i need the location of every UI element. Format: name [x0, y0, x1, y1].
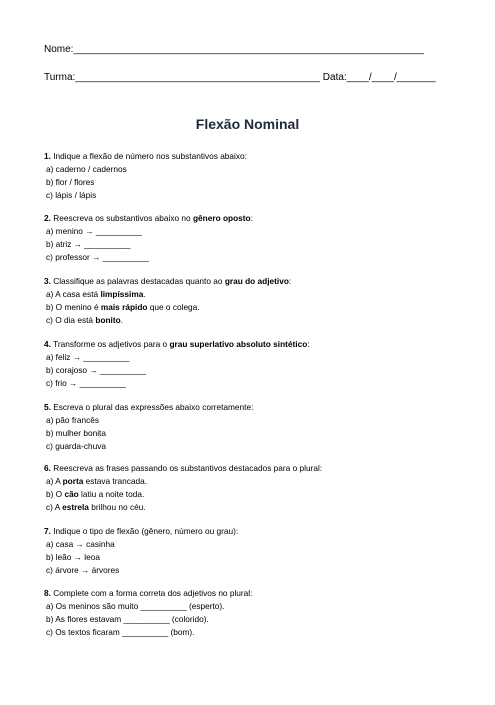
question-7-stem	[44, 525, 464, 538]
question-6	[44, 462, 464, 514]
question-3-item-b-end: que o colega.	[147, 301, 200, 312]
question-4	[44, 338, 464, 390]
question-1-item-a: a) caderno / cadernos	[46, 163, 127, 174]
question-8	[44, 587, 464, 639]
question-7-number: 7.	[44, 526, 51, 536]
question-8-item-b: b) As flores estavam __________ (colorido).	[46, 613, 209, 624]
question-5-stem	[44, 401, 464, 414]
question-3-number: 3.	[44, 276, 51, 286]
class-date-line: Turma:____________________________________________ Data:____/____/_______	[44, 72, 436, 83]
question-5-item-a: a) pão francês	[46, 414, 100, 425]
question-6-stem	[44, 462, 464, 475]
question-1-item-b: b) flor / flores	[46, 176, 95, 187]
question-8-number: 8.	[44, 588, 51, 598]
question-3-emphasis: grau do adjetivo	[224, 276, 289, 286]
name-line: Nome:_______________________________________________________________	[44, 44, 424, 55]
question-6-item-b-highlight: cão	[64, 488, 79, 499]
question-3-text: Classifique as palavras destacadas quanto ao	[50, 276, 225, 286]
question-7-item-c: c) árvore → árvores	[46, 564, 120, 575]
question-3	[44, 275, 464, 327]
question-2-item-c: c) professor → __________	[46, 251, 149, 262]
question-7	[44, 525, 464, 577]
question-6-item-a	[44, 475, 464, 488]
question-5-item-b: b) mulher bonita	[46, 427, 106, 438]
question-3-item-b	[44, 301, 464, 314]
question-1-text: Indique a flexão de número nos substantivos abaixo:	[50, 151, 247, 161]
question-2-text: Reescreva os substantivos abaixo no	[50, 213, 193, 223]
question-5	[44, 401, 464, 453]
question-4-item-a: a) feliz → __________	[46, 351, 130, 362]
question-3-item-a	[44, 288, 464, 301]
question-3-item-a-highlight: limpíssima	[100, 288, 144, 299]
question-2	[44, 212, 464, 264]
question-1-number: 1.	[44, 151, 51, 161]
question-3-item-b-text: b) O menino é	[46, 301, 101, 312]
question-3-item-b-highlight: mais rápido	[100, 301, 148, 312]
question-5-item-c: c) guarda-chuva	[46, 440, 106, 451]
question-6-item-c-text: c) A	[46, 501, 63, 512]
question-2-colon: :	[250, 213, 253, 223]
question-8-item-c: c) Os textos ficaram __________ (bom).	[46, 626, 195, 637]
question-6-item-a-text: a) A	[46, 475, 63, 486]
question-6-item-b	[44, 488, 464, 501]
question-5-text: Escreva o plural das expressões abaixo corretamente:	[50, 402, 254, 412]
question-6-item-c-end: brilhou no céu.	[88, 501, 146, 512]
question-7-item-b: b) leão → leoa	[46, 551, 100, 562]
question-3-item-a-end: .	[143, 288, 146, 299]
question-5-number: 5.	[44, 402, 51, 412]
question-3-item-c-text: c) O dia está	[46, 314, 96, 325]
question-6-item-c	[44, 501, 464, 514]
question-8-stem	[44, 587, 464, 600]
question-6-item-a-highlight: porta	[62, 475, 84, 486]
question-3-item-c	[44, 314, 464, 327]
question-6-item-b-text: b) O	[46, 488, 65, 499]
question-6-number: 6.	[44, 463, 51, 473]
question-2-item-b: b) atriz → __________	[46, 238, 131, 249]
question-7-item-a: a) casa → casinha	[46, 538, 115, 549]
question-8-item-a: a) Os meninos são muito __________ (esperto).	[46, 600, 225, 611]
question-2-stem	[44, 212, 464, 225]
question-2-item-a: a) menino → __________	[46, 225, 142, 236]
question-4-item-b: b) corajoso → __________	[46, 364, 147, 375]
question-3-stem	[44, 275, 464, 288]
question-1-item-c: c) lápis / lápis	[46, 189, 97, 200]
question-4-text: Transforme os adjetivos para o	[50, 339, 170, 349]
question-7-text: Indique o tipo de flexão (gênero, número ou grau):	[50, 526, 239, 536]
question-1-stem	[44, 150, 464, 163]
question-4-item-c: c) frio → __________	[46, 377, 126, 388]
question-6-item-b-end: latiu a noite toda.	[78, 488, 145, 499]
question-4-number: 4.	[44, 339, 51, 349]
question-4-emphasis: grau superlativo absoluto sintético	[169, 339, 308, 349]
question-3-item-c-highlight: bonito	[95, 314, 121, 325]
question-4-stem	[44, 338, 464, 351]
question-1	[44, 150, 464, 202]
question-6-item-c-highlight: estrela	[62, 501, 89, 512]
question-3-colon: :	[288, 276, 292, 286]
question-3-item-a-text: a) A casa está	[46, 288, 101, 299]
question-6-text: Reescreva as frases passando os substantivos destacados para o plural:	[50, 463, 323, 473]
question-2-emphasis: gênero oposto	[192, 213, 251, 223]
question-2-number: 2.	[44, 213, 51, 223]
question-3-item-c-end: .	[120, 314, 123, 325]
question-8-text: Complete com a forma correta dos adjetivos no plural:	[50, 588, 253, 598]
question-4-colon: :	[307, 339, 310, 349]
question-6-item-a-end: estava trancada.	[83, 475, 148, 486]
page-title: Flexão Nominal	[195, 116, 300, 132]
